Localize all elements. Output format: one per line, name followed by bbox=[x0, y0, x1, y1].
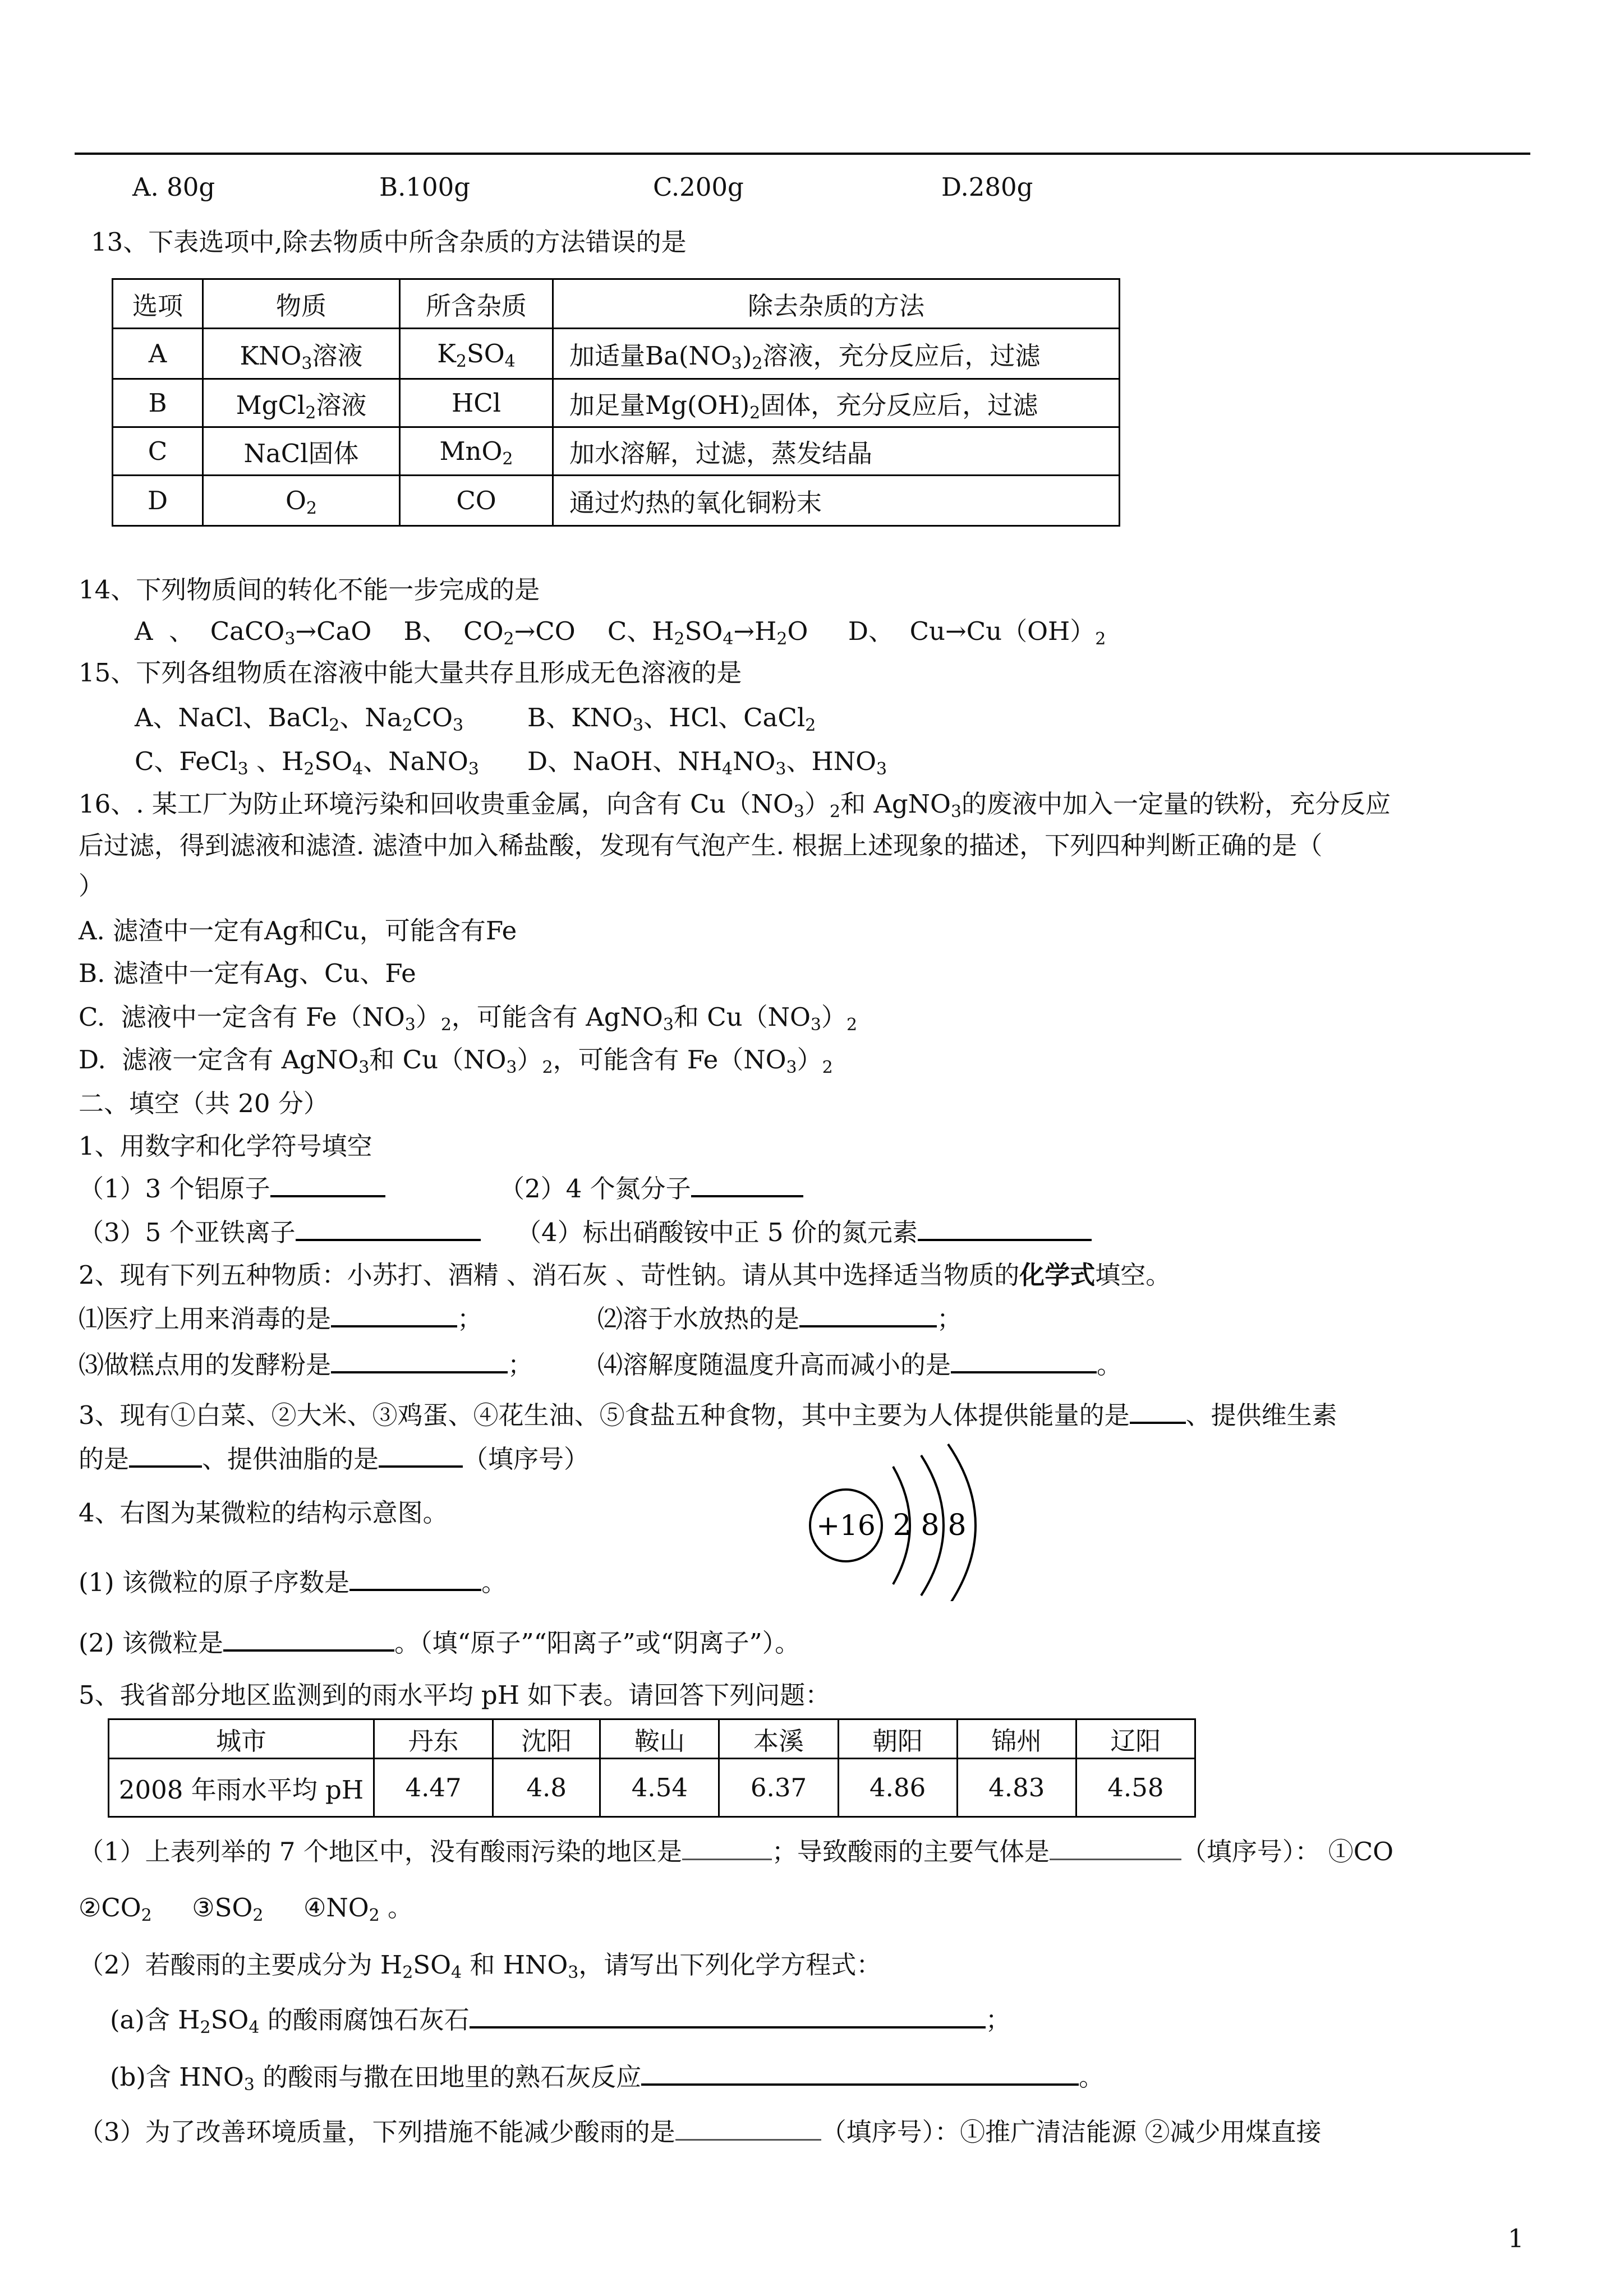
f3-line2-mid: 、提供油脂的是 bbox=[202, 1444, 379, 1474]
f3-line1 bbox=[79, 1399, 1337, 1432]
q13-title: 13、下表选项中,除去物质中所含杂质的方法错误的是 bbox=[91, 227, 687, 257]
answer-blank[interactable] bbox=[129, 1443, 202, 1468]
f5-s3 bbox=[79, 2115, 1321, 2149]
answer-blank[interactable] bbox=[675, 2117, 821, 2141]
q15-title: 15、下列各组物质在溶液中能大量共存且形成无色溶液的是 bbox=[79, 658, 742, 688]
ph-cell: 6.37 bbox=[719, 1759, 838, 1817]
q13-header-cell: 选项 bbox=[113, 279, 203, 329]
q13-cell: 加足量$Mg(OH)_2$固体，充分反应后，过滤 bbox=[553, 379, 1120, 427]
q13-cell: $O_2$ bbox=[203, 476, 400, 526]
q13-cell: CO bbox=[400, 476, 553, 526]
ph-header-cell: 鞍山 bbox=[600, 1719, 719, 1759]
f2-part3-label: ⑶做糕点用的发酵粉是 bbox=[79, 1350, 332, 1380]
f2-title-end: 填空。 bbox=[1095, 1260, 1171, 1290]
f1-part4 bbox=[516, 1216, 1092, 1250]
f5-s2a-end: ； bbox=[985, 2005, 1011, 2035]
f1-part2-label: （2）4 个氮分子 bbox=[499, 1174, 691, 1204]
answer-blank[interactable] bbox=[918, 1216, 1092, 1241]
f1-title: 1、用数字和化学符号填空 bbox=[79, 1131, 372, 1161]
q16-option-b: B. 滤渣中一定有Ag、Cu、Fe bbox=[79, 958, 416, 988]
f4-part1-end: 。 bbox=[481, 1567, 507, 1597]
f5-s2b-end: 。 bbox=[1079, 2062, 1105, 2092]
answer-blank[interactable] bbox=[379, 1443, 463, 1468]
answer-blank[interactable] bbox=[270, 1173, 385, 1197]
answer-blank[interactable] bbox=[296, 1216, 481, 1241]
shell-electron-count: 8 bbox=[947, 1509, 967, 1542]
q16-line2: 后过滤，得到滤液和滤渣. 滤渣中加入稀盐酸，发现有气泡产生. 根据上述现象的描述，下列四种判断正确的是（ bbox=[79, 831, 1323, 860]
f5-s1-mid: ；导致酸雨的主要气体是 bbox=[771, 1837, 1050, 1866]
q13-cell: $KNO_3$溶液 bbox=[203, 329, 400, 379]
f3-line2-text: 的是 bbox=[79, 1444, 130, 1474]
f4-title: 4、右图为某微粒的结构示意图。 bbox=[79, 1498, 448, 1528]
f5-s3-text: （3）为了改善环境质量，下列措施不能减少酸雨的是 bbox=[79, 2117, 675, 2147]
q13-header-cell: 所含杂质 bbox=[400, 279, 553, 329]
q13-cell: 加水溶解，过滤，蒸发结晶 bbox=[553, 427, 1120, 476]
q16-option-c: C. 滤液中一定含有 $Fe(NO_3)_2$，可能含有 AgNO$_3$和 $Cu(NO_3)_2$ bbox=[79, 1002, 858, 1035]
f2-title-text: 2、现有下列五种物质：小苏打、酒精 、消石灰 、苛性钠。请从其中选择适当物质的 bbox=[79, 1260, 1020, 1290]
q13-cell: HCl bbox=[400, 379, 553, 427]
f5-s3-end: （填序号）：①推广清洁能源 ②减少用煤直接 bbox=[821, 2117, 1322, 2147]
ph-header-cell: 丹东 bbox=[374, 1719, 493, 1759]
ph-cell: 4.58 bbox=[1076, 1759, 1195, 1817]
answer-blank[interactable] bbox=[1050, 1836, 1181, 1860]
answer-blank[interactable] bbox=[951, 1349, 1097, 1373]
f1-part2 bbox=[499, 1172, 803, 1206]
answer-blank[interactable] bbox=[331, 1349, 508, 1373]
f5-s1-text: （1）上表列举的 7 个地区中，没有酸雨污染的地区是 bbox=[79, 1837, 682, 1866]
q13-table bbox=[112, 278, 1120, 527]
nucleus-charge: +16 bbox=[816, 1509, 876, 1542]
f5-s2b: (b)含 $HNO_3$ 的酸雨与撒在田地里的熟石灰反应 。 bbox=[110, 2062, 1105, 2095]
q14-title: 14、下列物质间的转化不能一步完成的是 bbox=[79, 575, 540, 605]
f2-part3: ⑶做糕点用的发酵粉是 ； bbox=[79, 1350, 533, 1380]
f1-part1-label: （1）3 个铝原子 bbox=[79, 1174, 270, 1204]
q15-option-d: D、NaOH、$NH_4NO_3$、$HNO_3$ bbox=[527, 746, 887, 779]
ph-header-cell: 本溪 bbox=[719, 1719, 838, 1759]
answer-blank[interactable] bbox=[349, 1566, 481, 1591]
page-number: 1 bbox=[1508, 2224, 1524, 2253]
q12-option-d: D.280g bbox=[941, 172, 1033, 202]
f2-part2: ⑵溶于水放热的是 ； bbox=[597, 1304, 963, 1334]
f3-line1-end: 、提供维生素 bbox=[1185, 1400, 1337, 1430]
f2-part1: ⑴医疗上用来消毒的是 ； bbox=[79, 1304, 483, 1334]
q13-cell: MgCl$_2$溶液 bbox=[203, 379, 400, 427]
q16-option-d: D. 滤液一定含有 AgNO$_3$和 $Cu(NO_3)_2$，可能含有 $Fe(NO_3)_2$ bbox=[79, 1045, 833, 1077]
q13-cell: 通过灼热的氧化铜粉末 bbox=[553, 476, 1120, 526]
q12-option-b: B.100g bbox=[379, 172, 471, 202]
ph-cell: 2008 年雨水平均 pH bbox=[109, 1759, 374, 1817]
q12-option-a: A. 80g bbox=[132, 172, 215, 202]
f2-title bbox=[79, 1258, 1171, 1292]
f2-part4-label: ⑷溶解度随温度升高而减小的是 bbox=[597, 1350, 951, 1380]
shell-electron-count: 8 bbox=[921, 1509, 940, 1542]
f3-line2-end: （填序号） bbox=[463, 1444, 590, 1474]
f4-part2-end: 。（填“原子”“阳离子”或“阴离子”）。 bbox=[394, 1628, 801, 1658]
f4-part2-label: (2) 该微粒是 bbox=[79, 1628, 224, 1658]
q12-option-c: C.200g bbox=[653, 172, 744, 202]
ph-cell: 4.83 bbox=[957, 1759, 1076, 1817]
f5-s2: （2）若酸雨的主要成分为 $H_2SO_4$ 和 $HNO_3$，请写出下列化学方程式： bbox=[79, 1950, 882, 1983]
ph-cell: 4.86 bbox=[838, 1759, 957, 1817]
q13-cell: C bbox=[113, 427, 203, 476]
f2-title-bold: 化学式 bbox=[1019, 1260, 1096, 1290]
f1-part4-label: （4）标出硝酸铵中正 5 价的氮元素 bbox=[516, 1218, 918, 1247]
f1-part3 bbox=[79, 1216, 481, 1250]
q13-header-cell: 除去杂质的方法 bbox=[553, 279, 1120, 329]
ph-header-cell: 城市 bbox=[109, 1719, 374, 1759]
f1-part3-label: （3）5 个亚铁离子 bbox=[79, 1218, 296, 1247]
q13-cell: B bbox=[113, 379, 203, 427]
ph-header-cell: 沈阳 bbox=[493, 1719, 600, 1759]
answer-blank[interactable] bbox=[682, 1836, 772, 1860]
q14-options: A 、 CaCO$_3$→CaO B、 $CO_2\to CO$ C、$H_2SO_4\to H_2O$ D、 $Cu\to Cu(OH)_2$ bbox=[135, 616, 1106, 649]
f5-s1-line1 bbox=[79, 1835, 1393, 1869]
f3-line1-text: 3、现有①白菜、②大米、③鸡蛋、④花生油、⑤食盐五种食物，其中主要为人体提供能量的是 bbox=[79, 1400, 1130, 1430]
q16-line3: ） bbox=[79, 871, 104, 901]
ph-header-cell: 锦州 bbox=[957, 1719, 1076, 1759]
ph-cell: 4.47 bbox=[374, 1759, 493, 1817]
q16-option-a: A. 滤渣中一定有Ag和Cu，可能含有Fe bbox=[79, 916, 517, 946]
q15-option-c: C、FeCl$_3$ 、$H_2SO_4$、NaNO$_3$ bbox=[135, 746, 479, 779]
q13-header-cell: 物质 bbox=[203, 279, 400, 329]
f5-s2a: (a)含 $H_2SO_4$ 的酸雨腐蚀石灰石 ； bbox=[110, 2005, 1011, 2037]
q15-option-b: B、$KNO_3$、HCl、CaCl$_2$ bbox=[527, 703, 816, 735]
q13-cell: NaCl固体 bbox=[203, 427, 400, 476]
f3-line2 bbox=[79, 1442, 589, 1476]
q13-cell: A bbox=[113, 329, 203, 379]
q15-option-a: A、NaCl、BaCl$_2$、$Na_2CO_3$ bbox=[135, 703, 464, 735]
shell-electron-count: 2 bbox=[892, 1509, 912, 1542]
f4-part1 bbox=[79, 1566, 507, 1599]
f4-part2 bbox=[79, 1626, 800, 1660]
f2-part4: ⑷溶解度随温度升高而减小的是 。 bbox=[597, 1350, 1122, 1380]
f4-part1-label: (1) 该微粒的原子序数是 bbox=[79, 1567, 350, 1597]
atomic-structure-diagram bbox=[797, 1433, 1010, 1601]
answer-blank[interactable] bbox=[470, 2004, 986, 2028]
q13-cell: $K_2SO_4$ bbox=[400, 329, 553, 379]
answer-blank[interactable] bbox=[223, 1627, 394, 1652]
f2-part1-label: ⑴医疗上用来消毒的是 bbox=[79, 1304, 332, 1334]
answer-blank[interactable] bbox=[691, 1173, 803, 1197]
ph-header-cell: 辽阳 bbox=[1076, 1719, 1195, 1759]
q13-cell: 加适量$Ba(NO_3)_2$溶液，充分反应后，过滤 bbox=[553, 329, 1120, 379]
f5-s1-end: （填序号）： ①CO bbox=[1181, 1837, 1394, 1866]
q13-cell: MnO$_2$ bbox=[400, 427, 553, 476]
header-rule bbox=[75, 153, 1530, 155]
ph-table bbox=[108, 1718, 1196, 1818]
ph-cell: 4.54 bbox=[600, 1759, 719, 1817]
answer-blank[interactable] bbox=[799, 1303, 937, 1327]
answer-blank[interactable] bbox=[641, 2061, 1079, 2086]
answer-blank[interactable] bbox=[331, 1303, 457, 1327]
q16-line1: 16、. 某工厂为防止环境污染和回收贵重金属，向含有 $Cu(NO_3)_2$和 AgNO$_3$的废液中加入一定量的铁粉，充分反应 bbox=[79, 789, 1391, 822]
section2-title: 二、填空（共 20 分） bbox=[79, 1089, 329, 1118]
ph-cell: 4.8 bbox=[493, 1759, 600, 1817]
ph-header-cell: 朝阳 bbox=[838, 1719, 957, 1759]
q13-cell: D bbox=[113, 476, 203, 526]
answer-blank[interactable] bbox=[1130, 1399, 1186, 1424]
f1-part1 bbox=[79, 1172, 385, 1206]
f2-part2-label: ⑵溶于水放热的是 bbox=[597, 1304, 800, 1334]
f5-title: 5、我省部分地区监测到的雨水平均 pH 如下表。请回答下列问题： bbox=[79, 1680, 831, 1710]
f5-s1-line2: $②CO_2$ $③SO_2$ $④NO_2$ 。 bbox=[79, 1893, 413, 1925]
